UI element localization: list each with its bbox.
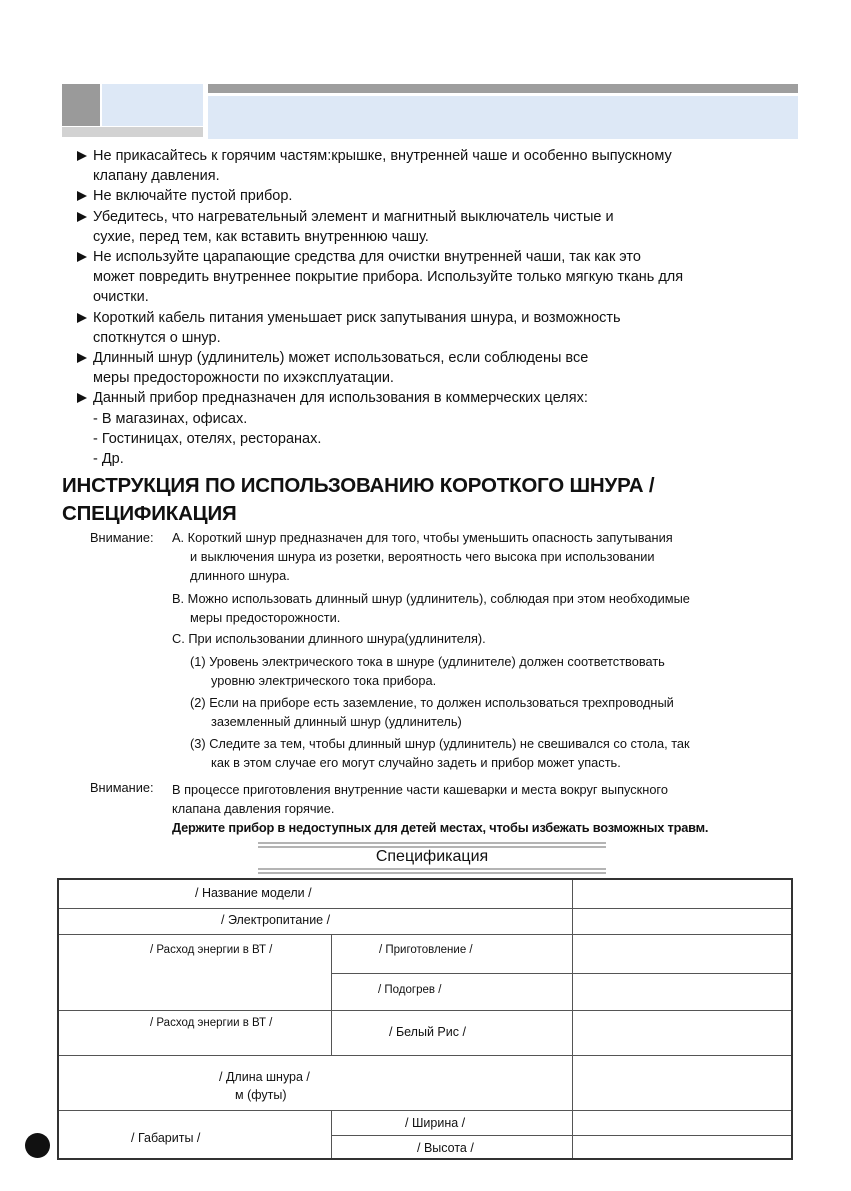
heading-line: СПЕЦИФИКАЦИЯ xyxy=(62,502,237,525)
note-c xyxy=(172,629,792,648)
note-d xyxy=(172,780,792,837)
bullet-arrow-icon xyxy=(77,151,87,161)
note-line-bold: Держите прибор в недоступных для детей местах, чтобы избежать возможных травм. xyxy=(172,820,709,835)
bullet-item xyxy=(74,186,794,206)
table-row-divider xyxy=(59,1010,791,1011)
note-line: (1) Уровень электрического тока в шнуре (удлинителе) должен соответствовать xyxy=(190,654,665,669)
spec-label-model: / Название модели / xyxy=(195,886,312,900)
divider xyxy=(258,842,606,844)
bullet-line: клапану давления. xyxy=(93,168,220,185)
spec-label-width: / Ширина / xyxy=(405,1116,466,1130)
spec-label-cooking: / Приготовление / xyxy=(379,944,473,956)
divider xyxy=(258,868,606,870)
note-line: и выключения шнура из розетки, вероятность чего высока при использовании xyxy=(190,549,655,564)
header-light-strip xyxy=(62,127,203,137)
list-item: - Др. xyxy=(93,451,124,468)
spec-label-power-supply: / Электропитание / xyxy=(221,913,331,927)
note-line: уровню электрического тока прибора. xyxy=(211,673,437,688)
safety-bullet-list xyxy=(74,146,794,469)
spec-label-power-consumption: / Расход энергии в ВТ / xyxy=(150,944,273,956)
table-row-divider xyxy=(59,934,791,935)
section-heading xyxy=(62,472,802,528)
note-b xyxy=(172,589,792,627)
table-row-divider xyxy=(331,973,791,974)
table-row-divider xyxy=(331,1135,791,1136)
note-c-sublist xyxy=(190,652,790,772)
bullet-line: Убедитесь, что нагревательный элемент и магнитный выключатель чистые и xyxy=(93,208,614,225)
spec-title: Спецификация xyxy=(375,848,489,865)
table-col-divider xyxy=(331,934,332,1055)
header-top-bar xyxy=(208,84,798,93)
bullet-line: Длинный шнур (удлинитель) может использоваться, если соблюдены все xyxy=(93,350,589,367)
bullet-line: меры предосторожности по ихэксплуатации. xyxy=(93,370,394,387)
table-col-divider xyxy=(572,880,573,1158)
spec-label-dimensions: / Габариты / xyxy=(131,1131,201,1145)
note-line: (3) Следите за тем, чтобы длинный шнур (удлинитель) не свешивался со стола, так xyxy=(190,736,690,751)
table-row-divider xyxy=(59,1110,791,1111)
bullet-item xyxy=(74,146,794,186)
bullet-arrow-icon xyxy=(77,252,87,262)
spec-label-cord-length: / Длина шнура / xyxy=(219,1070,310,1084)
bullet-item xyxy=(74,207,794,247)
note-line: B. Можно использовать длинный шнур (удлинитель), соблюдая при этом необходимые xyxy=(172,591,690,606)
spec-label-warming: / Подогрев / xyxy=(378,984,442,996)
bullet-line: Не используйте царапающие средства для очистки внутренней чаши, так как это xyxy=(93,249,641,266)
note-line: В процессе приготовления внутренние части кашеварки и места вокруг выпускного xyxy=(172,782,668,797)
bullet-line: сухие, перед тем, как вставить внутреннюю чашу. xyxy=(93,228,429,245)
bullet-line: может повредить внутреннее покрытие прибора. Используйте только мягкую ткань для xyxy=(93,269,684,286)
caution-label: Внимание: xyxy=(90,530,154,545)
bullet-line: Данный прибор предназначен для использования в коммерческих целях: xyxy=(93,390,588,407)
table-col-divider xyxy=(331,1110,332,1158)
bullet-arrow-icon xyxy=(77,353,87,363)
note-line: A. Короткий шнур предназначен для того, чтобы уменьшить опасность запутывания xyxy=(172,530,673,545)
header-gray-square xyxy=(62,84,100,126)
note-line: как в этом случае его могут случайно задеть и прибор может упасть. xyxy=(211,755,621,770)
table-row-divider xyxy=(59,908,791,909)
header-title-bar xyxy=(208,96,798,139)
bullet-item xyxy=(74,247,794,308)
list-item: - Гостиницах, отелях, ресторанах. xyxy=(93,430,322,447)
bullet-line: Не включайте пустой прибор. xyxy=(93,188,293,205)
bullet-item xyxy=(74,348,794,388)
bullet-arrow-icon xyxy=(77,212,87,222)
spec-title-block xyxy=(258,842,606,872)
header-blue-square xyxy=(102,84,203,126)
list-item: - В магазинах, офисах. xyxy=(93,410,248,427)
table-row-divider xyxy=(59,1055,791,1056)
bullet-arrow-icon xyxy=(77,191,87,201)
note-line: (2) Если на приборе есть заземление, то должен использоваться трехпроводный xyxy=(190,695,674,710)
note-line: клапана давления горячие. xyxy=(172,801,335,816)
bullet-line: Короткий кабель питания уменьшает риск запутывания шнура, и возможность xyxy=(93,309,621,326)
bullet-arrow-icon xyxy=(77,393,87,403)
caution-label: Внимание: xyxy=(90,780,154,795)
note-line: заземленный длинный шнур (удлинитель) xyxy=(211,714,462,729)
page-marker xyxy=(25,1133,50,1158)
bullet-item xyxy=(74,308,794,348)
note-line: меры предосторожности. xyxy=(190,610,341,625)
spec-label-cord-unit: м (футы) xyxy=(235,1088,287,1102)
bullet-item xyxy=(74,388,794,408)
spec-label-power-consumption: / Расход энергии в ВТ / xyxy=(150,1017,273,1029)
bullet-line: очистки. xyxy=(93,289,149,306)
spec-label-height: / Высота / xyxy=(417,1141,474,1155)
note-a xyxy=(172,528,792,585)
note-line: C. При использовании длинного шнура(удлинителя). xyxy=(172,631,486,646)
divider xyxy=(258,872,606,874)
spec-table xyxy=(57,878,793,1160)
heading-line: ИНСТРУКЦИЯ ПО ИСПОЛЬЗОВАНИЮ КОРОТКОГО ШНУРА / xyxy=(62,474,655,497)
note-line: длинного шнура. xyxy=(190,568,290,583)
bullet-arrow-icon xyxy=(77,313,87,323)
spec-label-white-rice: / Белый Рис / xyxy=(389,1025,466,1039)
bullet-line: Не прикасайтесь к горячим частям:крышке, внутренней чаше и особенно выпускному xyxy=(93,148,672,164)
bullet-line: споткнутся о шнур. xyxy=(93,329,221,346)
